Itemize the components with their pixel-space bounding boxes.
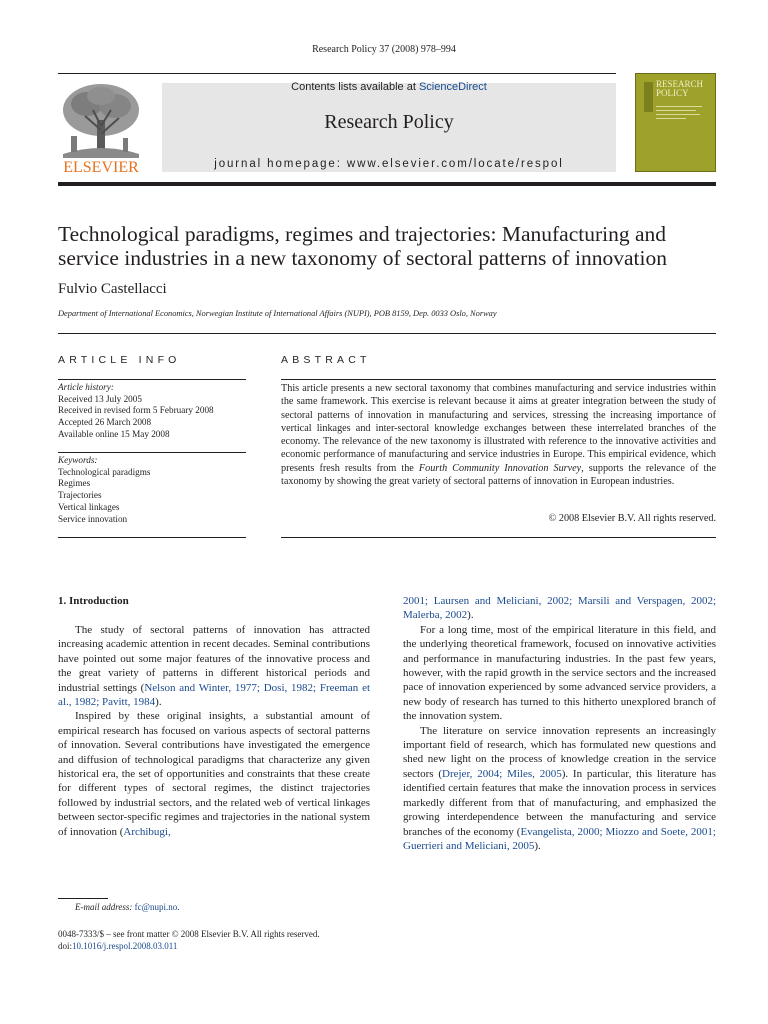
email-label: E-mail address: [75, 902, 135, 912]
header-top-rule [58, 73, 616, 74]
abstract-rule-bottom [281, 537, 716, 538]
citation-link[interactable]: Archibugi, [123, 825, 171, 838]
abstract-heading: ABSTRACT [281, 354, 371, 366]
keyword-item: Trajectories [58, 490, 102, 501]
email-end: . [177, 902, 180, 912]
email-link[interactable]: fc@nupi.no [134, 902, 178, 912]
footnote-rule [58, 898, 108, 899]
cover-line [656, 114, 700, 115]
keywords [58, 455, 246, 525]
footnote-email [75, 902, 179, 912]
citation-link[interactable]: Drejer, 2004; Miles, 2005 [442, 767, 562, 780]
keyword-item: Vertical linkages [58, 501, 120, 512]
article-title [58, 222, 748, 270]
doi-line [58, 940, 320, 952]
elsevier-wordmark: ELSEVIER [63, 159, 139, 175]
title-line-2: service industries in a new taxonomy of sectoral patterns of innovation [58, 246, 668, 270]
history-label: Article history: [58, 382, 114, 392]
paragraph-text: ). [534, 839, 541, 852]
paragraph-text: Inspired by these original insights, a substantial amount of empirical research has focused on various aspects of sectoral patterns of innovation. Several contributions have investigated the emergence and diffusion of technological paradigms that characterize any given historical era, the set of opportunities and constraints that these create for different types of sectoral regimes, the distinct trajectories followed by industrial sectors, and the related web of vertical linkages between sector-specific regimes and trajectories in the national system of innovation ( [58, 710, 370, 838]
paragraph-text: ). [155, 696, 162, 709]
history-online: Available online 15 May 2008 [58, 428, 170, 439]
title-line-1: Technological paradigms, regimes and trajectories: Manufacturing and [58, 222, 667, 246]
issn-block [58, 928, 320, 952]
elsevier-tree-icon [57, 80, 145, 175]
contents-prefix: Contents lists available at [291, 81, 419, 93]
abstract-copyright: © 2008 Elsevier B.V. All rights reserved. [548, 513, 716, 524]
doi-label: doi: [58, 941, 73, 951]
keyword-item: Service innovation [58, 513, 128, 524]
paragraph-text: ). [467, 609, 474, 622]
paragraph [403, 594, 716, 623]
header-thick-rule [58, 182, 716, 186]
paragraph [58, 709, 370, 839]
citation-link[interactable]: 2001; Laursen and Meliciani, 2002; Marsili and Verspagen, 2002; Malerba, 2002 [403, 595, 716, 622]
cover-line [656, 118, 686, 119]
abstract-part-1: This article presents a new sectoral taxonomy that combines manufacturing and service industries within the same framework. This exercise is relevant because it aims at greater integration between the study of sectoral patterns of innovation in manufacturing and services, stressing the increasing importance of vertical linkages and inter-sectoral knowledge exchanges between these interrelated branches of the economy. The relevance of the new taxonomy is illustrated with reference to the innovative activities and economic performance of manufacturing and service industries in Europe. This empirical evidence, which presents fresh results from the [281, 383, 716, 474]
contents-line [162, 81, 616, 93]
title-rule [58, 333, 716, 334]
history-received: Received 13 July 2005 [58, 393, 142, 404]
paragraph-text: The study of sectoral patterns of innovation has attracted increasing academic attention in recent decades. Seminal contributions have pointed out some major features of the innovative process and the great variety of patterns in different historical periods and industrial settings ( [58, 624, 370, 694]
cover-title: RESEARCH POLICY [656, 79, 704, 98]
paragraph-text: The literature on service innovation represents an increasingly important field of research, which has formulated new questions and shed new light on the process of knowledge creation in the service sectors ( [403, 724, 716, 780]
issn-line: 0048-7333/$ – see front matter © 2008 Elsevier B.V. All rights reserved. [58, 929, 320, 939]
keyword-item: Technological paradigms [58, 466, 151, 477]
keywords-label: Keywords: [58, 455, 98, 465]
doi-link[interactable]: 10.1016/j.respol.2008.03.011 [72, 941, 178, 951]
article-history [58, 382, 246, 441]
cover-line [656, 106, 702, 107]
citation-link[interactable]: Nelson and Winter, 1977; Dosi, 1982; Freeman et al., 1982; Pavitt, 1984 [58, 681, 371, 709]
abstract-text [281, 382, 716, 488]
running-head: Research Policy 37 (2008) 978–994 [312, 44, 456, 55]
info-rule-3 [58, 537, 246, 538]
cover-mark [644, 82, 653, 112]
sciencedirect-link[interactable]: ScienceDirect [418, 81, 487, 93]
section-heading-introduction: 1. Introduction [58, 595, 129, 607]
keyword-item: Regimes [58, 478, 91, 489]
info-rule-2 [58, 452, 246, 453]
paragraph-text: ). In particular, this literature has identified certain features that make the innovation process in services markedly different from that of manufacturing, and emphasized the growing interdependence between the manufacturing and service branches of the economy ( [403, 767, 717, 838]
elsevier-logo [57, 80, 145, 175]
abstract-survey-name: Fourth Community Innovation Survey [418, 462, 582, 474]
citation-link[interactable]: Evangelista, 2000; Miozzo and Soete, 2001; Guerrieri and Meliciani, 2005 [403, 825, 716, 852]
cover-line [656, 110, 696, 111]
paragraph: For a long time, most of the empirical literature in this field, and the underlying theoretical framework, focused on innovative activities and performance in manufacturing industries. In the past few years, however, with the rapid growth in the service sectors and the increased pace of innovation experienced by some advanced service providers, a new body of research has turned to this hitherto unexplored branch of the innovation system. [403, 623, 716, 723]
journal-homepage[interactable]: journal homepage: www.elsevier.com/locate/respol [214, 158, 564, 170]
history-revised: Received in revised form 5 February 2008 [58, 405, 214, 416]
journal-name: Research Policy [324, 111, 454, 133]
history-accepted: Accepted 26 March 2008 [58, 417, 152, 428]
abstract-rule-top [281, 379, 716, 380]
journal-cover [635, 73, 716, 172]
paragraph [58, 623, 370, 709]
body-column-right [403, 594, 716, 853]
body-column-left [58, 623, 370, 839]
paragraph [403, 724, 716, 854]
info-rule-1 [58, 379, 246, 380]
abstract-part-2: , supports the relevance of the taxonomy by showing the great variety of sectoral patterns of innovation in European industries. [281, 462, 716, 488]
author-name: Fulvio Castellacci [58, 281, 167, 297]
affiliation: Department of International Economics, Norwegian Institute of International Affairs (NUPI), POB 8159, Dep. 0033 Oslo, Norway [58, 309, 497, 318]
article-info-heading: ARTICLE INFO [58, 354, 181, 366]
